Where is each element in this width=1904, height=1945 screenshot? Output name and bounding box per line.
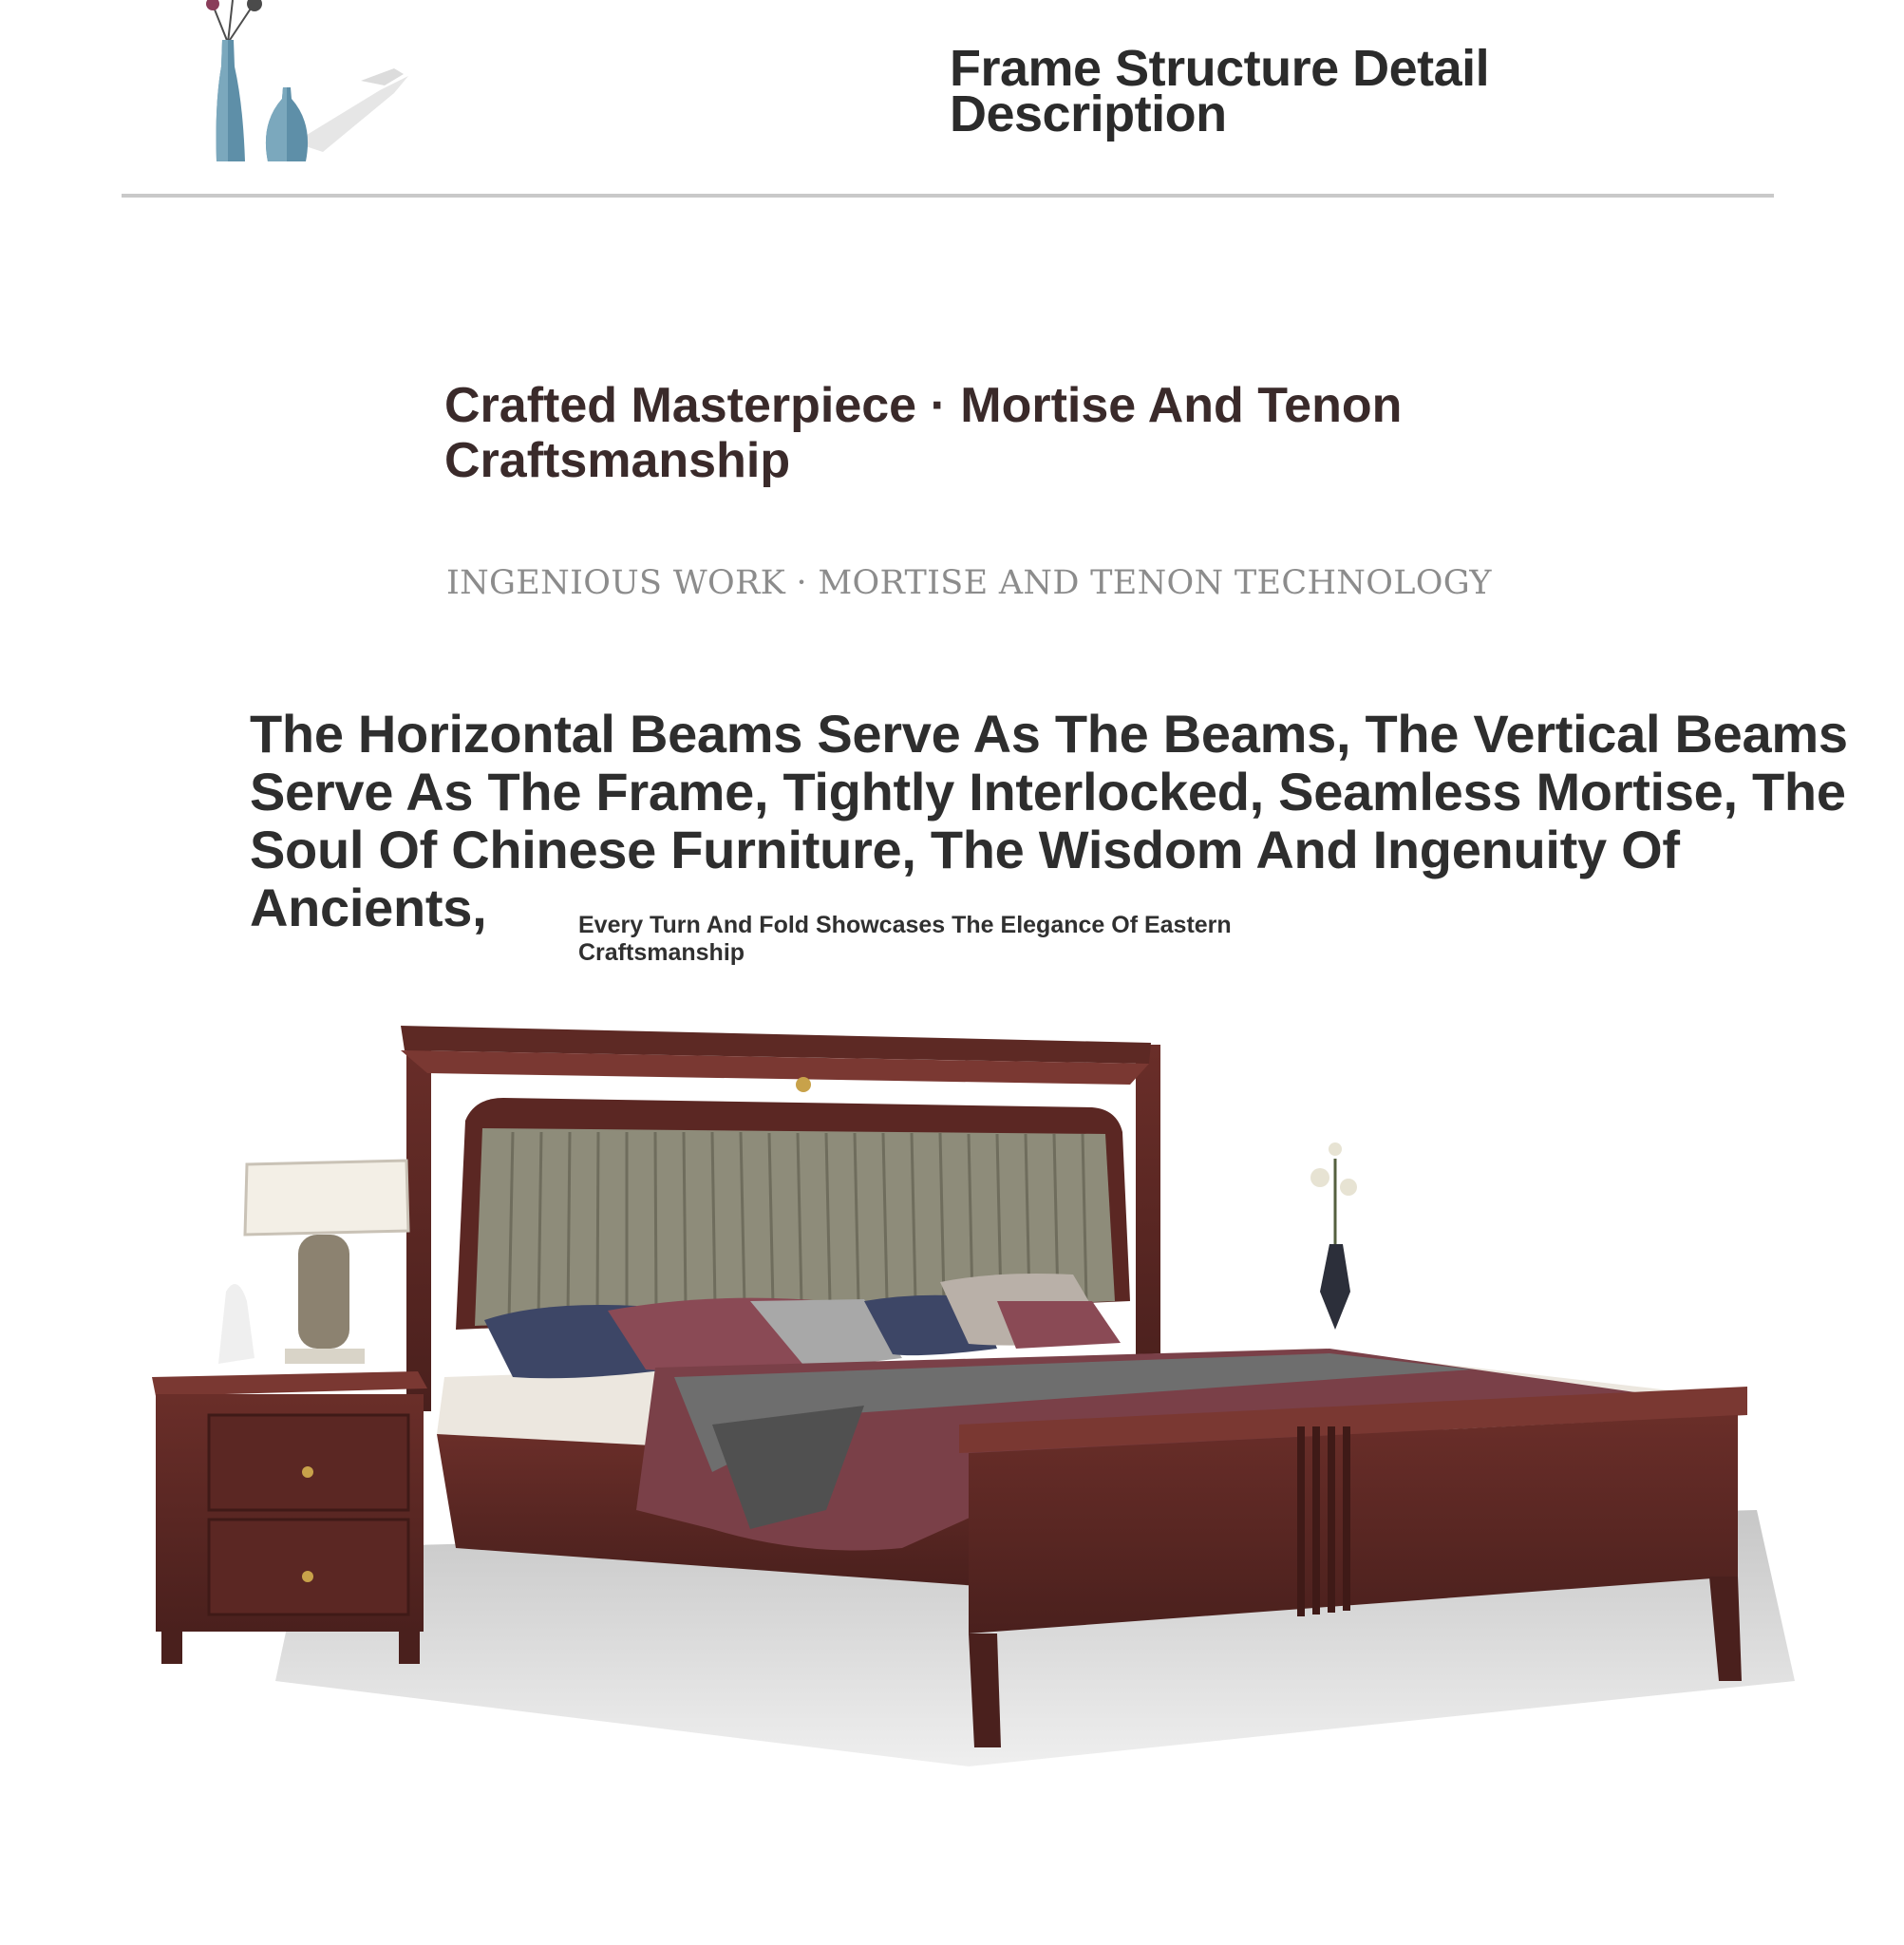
vase-decoration-icon: [190, 0, 418, 176]
section-headline: Crafted Masterpiece · Mortise And Tenon Craftsmanship: [444, 378, 1403, 488]
section-body-text: The Horizontal Beams Serve As The Beams, The Vertical Beams Serve As The Frame, Tightly Interlocked, Seamless Mortise, The Soul Of Chinese Furniture, The Wisdom And Ingenuity Of Ancients,: [250, 704, 1848, 937]
bed-product-icon: [142, 1016, 1814, 1804]
page-title: Frame Structure Detail Description: [950, 40, 1490, 142]
header-divider: [122, 194, 1774, 198]
section-subheadline: INGENIOUS WORK · MORTISE AND TENON TECHNOLOGY: [446, 564, 1492, 602]
section-caption: Every Turn And Fold Showcases The Elegance Of Eastern Craftsmanship: [578, 912, 1232, 966]
